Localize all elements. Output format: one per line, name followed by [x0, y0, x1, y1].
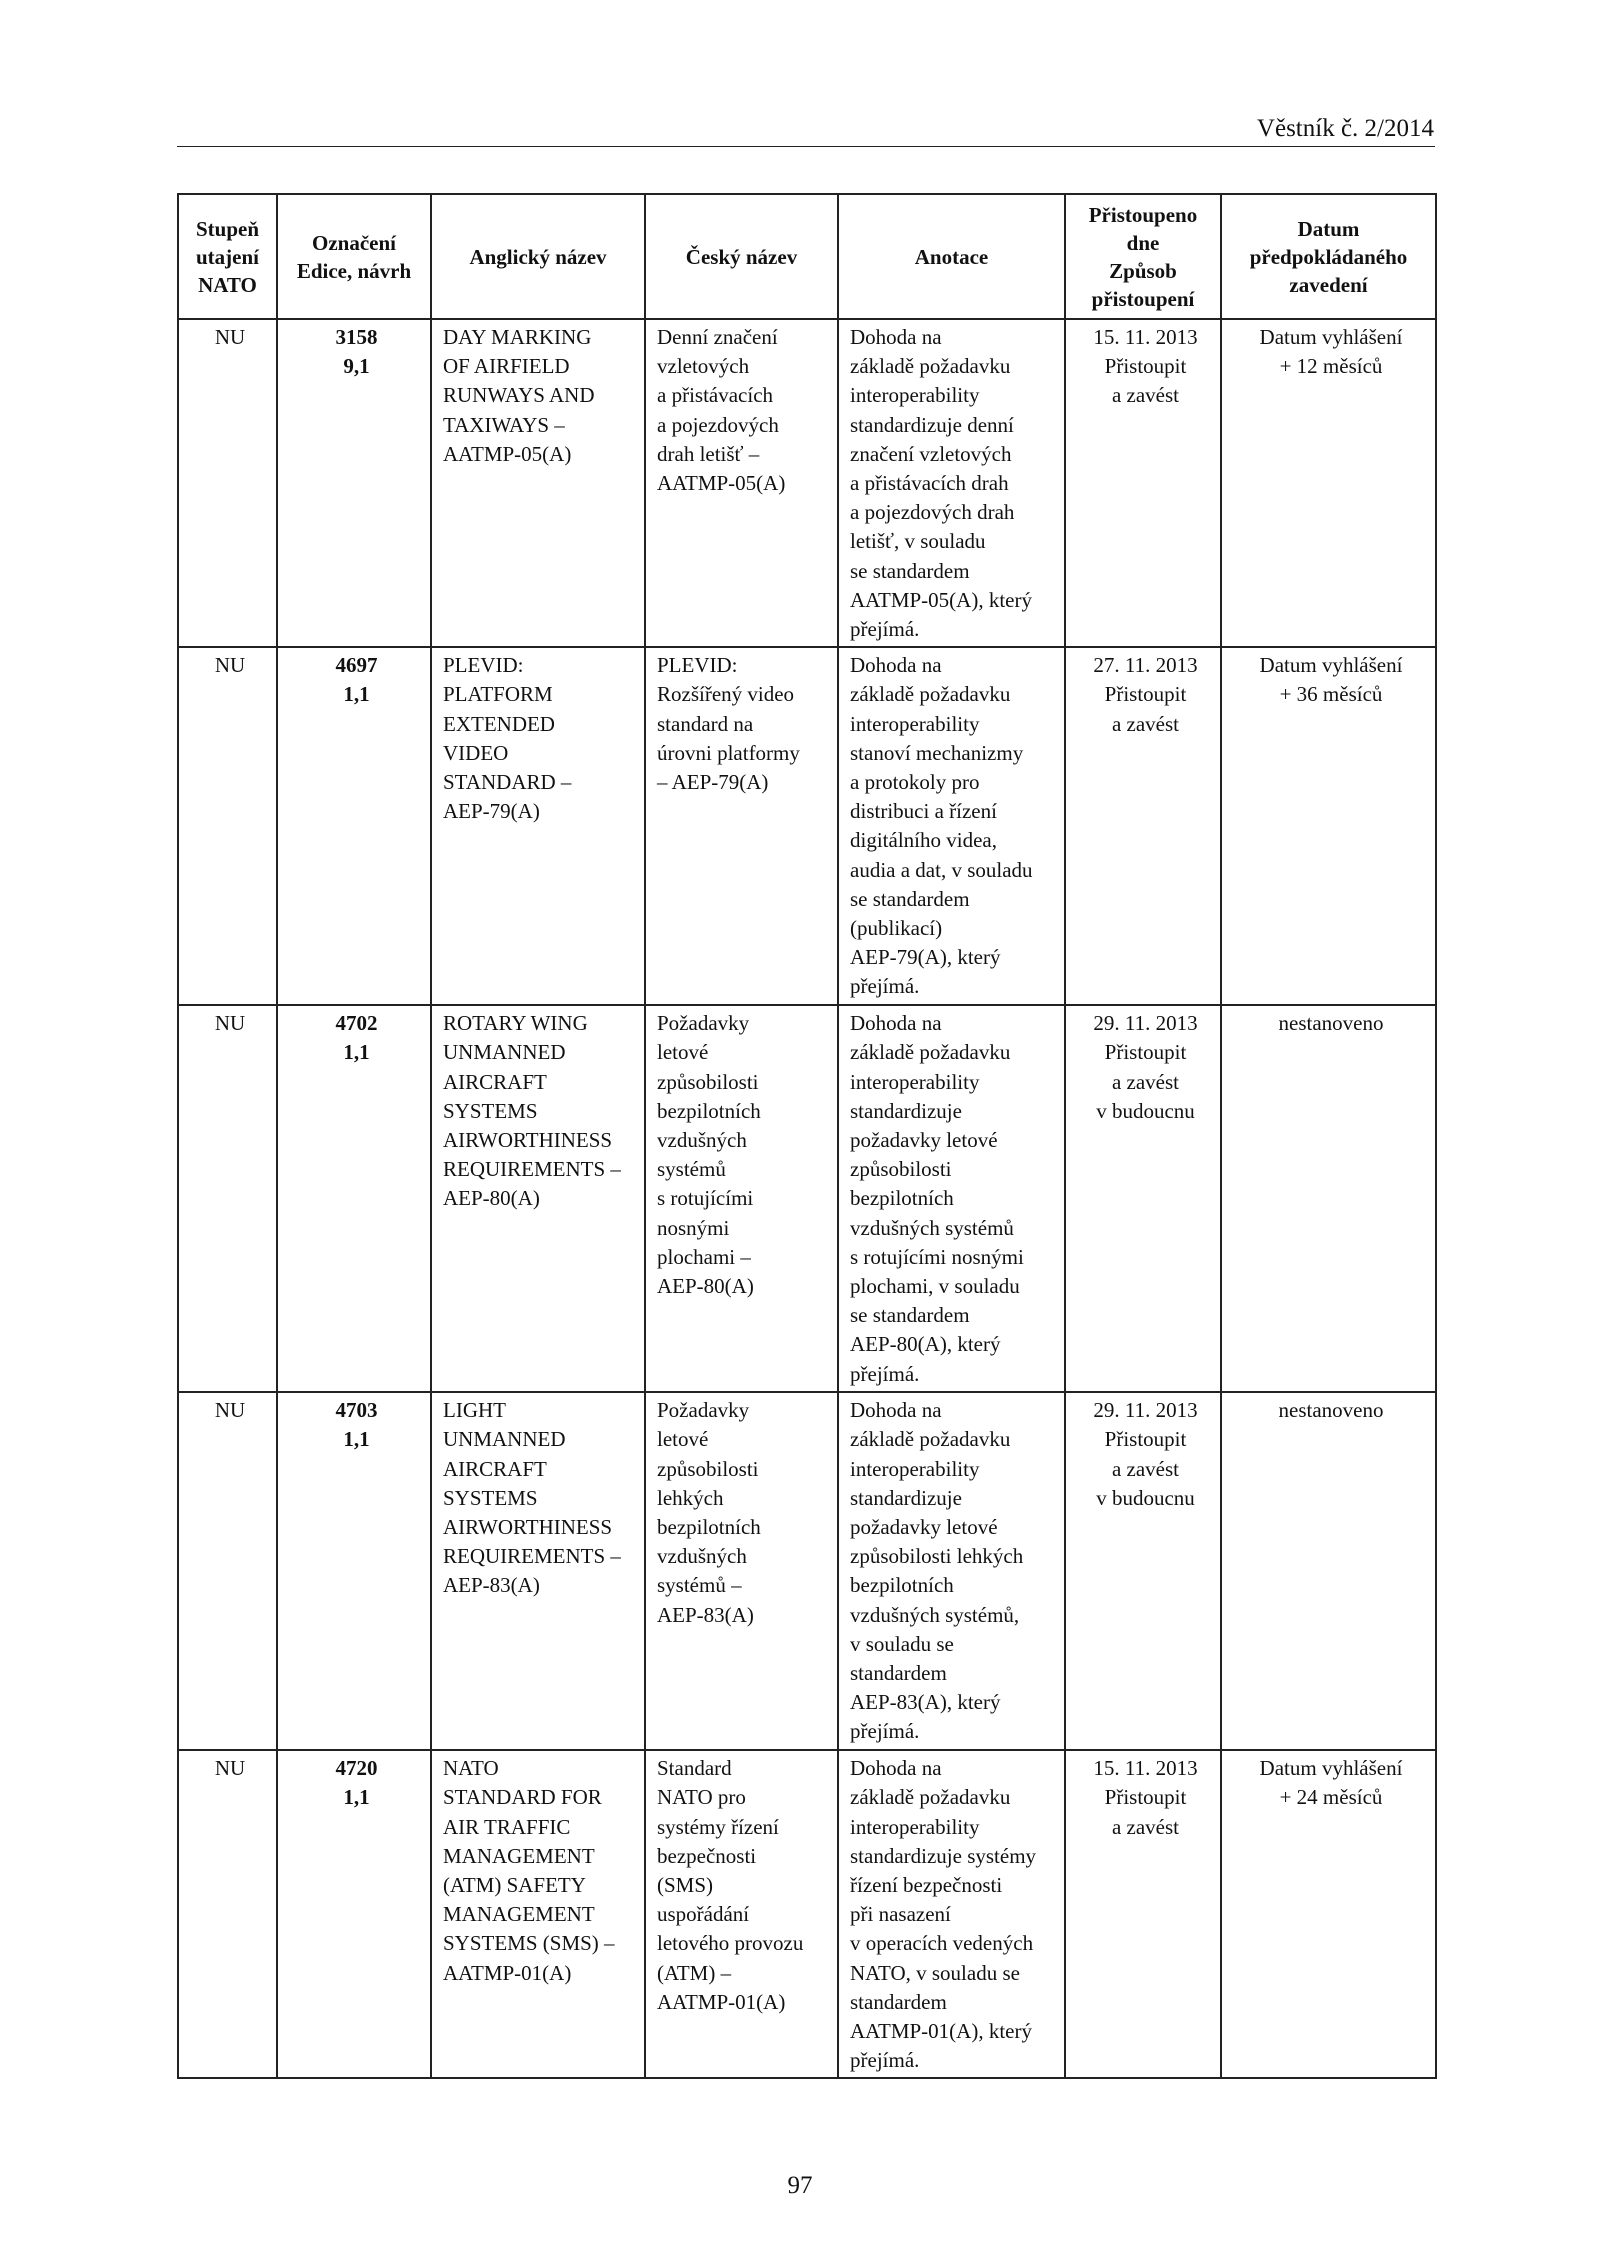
page-number: 97: [787, 2172, 813, 2199]
accession-cell: 15. 11. 2013 Přistoupit a zavést: [1065, 1750, 1221, 2078]
classification-cell: NU: [178, 647, 277, 1005]
classification-cell: NU: [178, 1750, 277, 2078]
english-title-cell: PLEVID: PLATFORM EXTENDED VIDEO STANDARD – AEP-79(A): [431, 647, 645, 1005]
marking-cell: 3158 9,1: [277, 319, 431, 647]
annotation-cell: Dohoda na základě požadavku interoperability standardizuje denní značení vzletových a přistávacích drah a pojezdových drah letišť, v souladu se standardem AATMP-05(A), který přejímá.: [838, 319, 1065, 647]
marking-cell: 4697 1,1: [277, 647, 431, 1005]
czech-title-cell: PLEVID: Rozšířený video standard na úrovni platformy – AEP-79(A): [645, 647, 838, 1005]
header-rule: [177, 146, 1435, 147]
header-annotation: Anotace: [838, 194, 1065, 319]
marking-cell: 4720 1,1: [277, 1750, 431, 2078]
implementation-date-cell: Datum vyhlášení + 36 měsíců: [1221, 647, 1436, 1005]
accession-cell: 29. 11. 2013 Přistoupit a zavést v budoucnu: [1065, 1392, 1221, 1750]
czech-title-cell: Požadavky letové způsobilosti lehkých bezpilotních vzdušných systémů – AEP-83(A): [645, 1392, 838, 1750]
table-row: [178, 1750, 1436, 2078]
accession-cell: 27. 11. 2013 Přistoupit a zavést: [1065, 647, 1221, 1005]
accession-cell: 15. 11. 2013 Přistoupit a zavést: [1065, 319, 1221, 647]
standards-table: [177, 193, 1437, 2079]
marking-cell: 4702 1,1: [277, 1005, 431, 1392]
annotation-cell: Dohoda na základě požadavku interoperability standardizuje systémy řízení bezpečnosti při nasazení v operacích vedených NATO, v souladu se standardem AATMP-01(A), který přejímá.: [838, 1750, 1065, 2078]
english-title-cell: DAY MARKING OF AIRFIELD RUNWAYS AND TAXIWAYS – AATMP-05(A): [431, 319, 645, 647]
annotation-cell: Dohoda na základě požadavku interoperability standardizuje požadavky letové způsobilosti bezpilotních vzdušných systémů s rotujícími nosnými plochami, v souladu se standardem AEP-80(A), který přejímá.: [838, 1005, 1065, 1392]
czech-title-cell: Standard NATO pro systémy řízení bezpečnosti (SMS) uspořádání letového provozu (ATM) – AATMP-01(A): [645, 1750, 838, 2078]
english-title-cell: NATO STANDARD FOR AIR TRAFFIC MANAGEMENT (ATM) SAFETY MANAGEMENT SYSTEMS (SMS) – AATMP-01(A): [431, 1750, 645, 2078]
implementation-date-cell: nestanoveno: [1221, 1005, 1436, 1392]
header-czech-title: Český název: [645, 194, 838, 319]
marking-cell: 4703 1,1: [277, 1392, 431, 1750]
table-header-row: [178, 194, 1436, 319]
annotation-cell: Dohoda na základě požadavku interoperability standardizuje požadavky letové způsobilosti lehkých bezpilotních vzdušných systémů, v souladu se standardem AEP-83(A), který přejímá.: [838, 1392, 1065, 1750]
english-title-cell: ROTARY WING UNMANNED AIRCRAFT SYSTEMS AIRWORTHINESS REQUIREMENTS – AEP-80(A): [431, 1005, 645, 1392]
annotation-cell: Dohoda na základě požadavku interoperability stanoví mechanizmy a protokoly pro distribuci a řízení digitálního videa, audia a dat, v souladu se standardem (publikací) AEP-79(A), který přejímá.: [838, 647, 1065, 1005]
czech-title-cell: Denní značení vzletových a přistávacích a pojezdových drah letišť – AATMP-05(A): [645, 319, 838, 647]
english-title-cell: LIGHT UNMANNED AIRCRAFT SYSTEMS AIRWORTHINESS REQUIREMENTS – AEP-83(A): [431, 1392, 645, 1750]
classification-cell: NU: [178, 1392, 277, 1750]
header-marking: Označení Edice, návrh: [277, 194, 431, 319]
header-accession: Přistoupeno dne Způsob přistoupení: [1065, 194, 1221, 319]
header-implementation-date: Datum předpokládaného zavedení: [1221, 194, 1436, 319]
implementation-date-cell: Datum vyhlášení + 24 měsíců: [1221, 1750, 1436, 2078]
table-row: [178, 1392, 1436, 1750]
table-row: [178, 319, 1436, 647]
header-english-title: Anglický název: [431, 194, 645, 319]
implementation-date-cell: nestanoveno: [1221, 1392, 1436, 1750]
header-classification: Stupeň utajení NATO: [178, 194, 277, 319]
implementation-date-cell: Datum vyhlášení + 12 měsíců: [1221, 319, 1436, 647]
classification-cell: NU: [178, 1005, 277, 1392]
accession-cell: 29. 11. 2013 Přistoupit a zavést v budoucnu: [1065, 1005, 1221, 1392]
table-row: [178, 1005, 1436, 1392]
czech-title-cell: Požadavky letové způsobilosti bezpilotních vzdušných systémů s rotujícími nosnými plochami – AEP-80(A): [645, 1005, 838, 1392]
journal-header: Věstník č. 2/2014: [1256, 115, 1434, 142]
classification-cell: NU: [178, 319, 277, 647]
table-row: [178, 647, 1436, 1005]
